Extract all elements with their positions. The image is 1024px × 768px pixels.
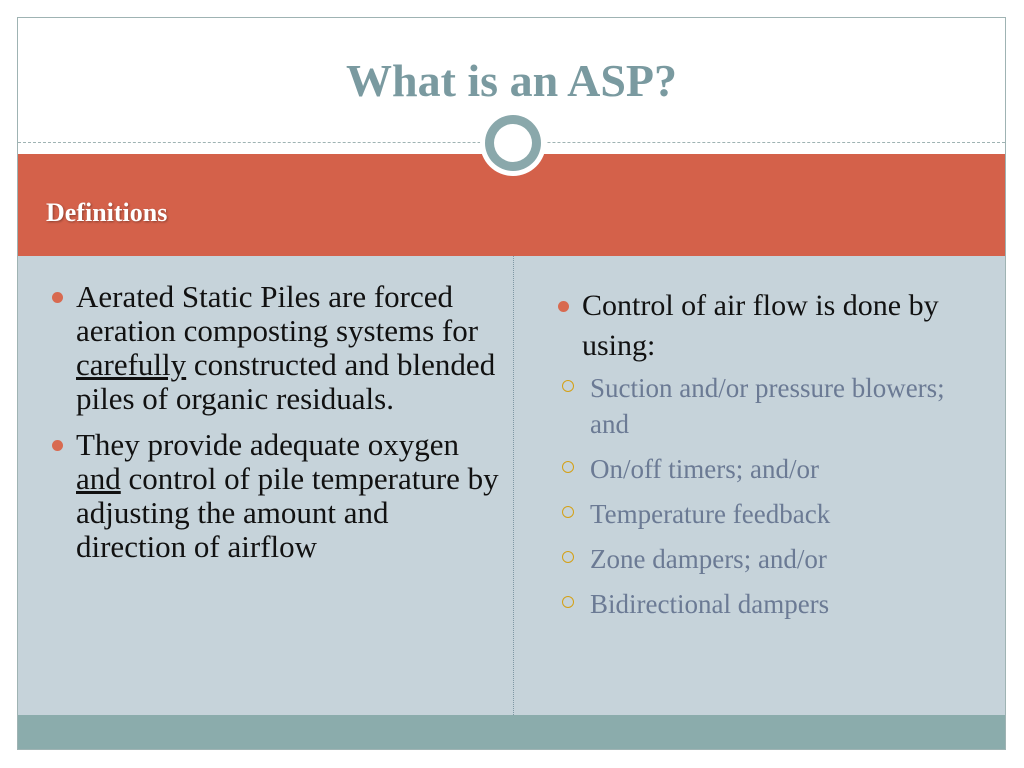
underlined-word-carefully: carefully bbox=[76, 347, 187, 382]
ring-bullet-icon bbox=[562, 380, 574, 392]
bullet-text: They provide adequate oxygen bbox=[76, 427, 460, 462]
ring-bullet-icon bbox=[562, 461, 574, 473]
slide-subtitle: Definitions bbox=[46, 198, 168, 227]
left-bullet-list bbox=[52, 280, 500, 564]
bullet-dot-icon bbox=[52, 440, 63, 451]
bullet-item-air-flow-control bbox=[558, 286, 988, 366]
bullet-text: Aerated Static Piles are forced aeration composting systems for bbox=[76, 279, 479, 348]
underlined-word-and: and bbox=[76, 461, 121, 496]
sub-bullet-item bbox=[558, 586, 988, 622]
sub-bullet-text: Zone dampers; and/or bbox=[590, 544, 827, 574]
slide bbox=[17, 17, 1006, 750]
sub-bullet-text: Suction and/or pressure blowers; and bbox=[590, 373, 945, 439]
bullet-text: control of pile temperature by adjusting the amount and direction of airflow bbox=[76, 461, 499, 564]
ring-bullet-icon bbox=[562, 506, 574, 518]
ring-ornament-inner bbox=[494, 124, 532, 162]
bullet-text: constructed and blended piles of organic residuals. bbox=[76, 347, 496, 416]
sub-bullet-item bbox=[558, 541, 988, 577]
sub-bullet-text: Bidirectional dampers bbox=[590, 589, 830, 619]
footer-band bbox=[18, 715, 1005, 750]
sub-bullet-item bbox=[558, 496, 988, 532]
bullet-dot-icon bbox=[52, 292, 63, 303]
bullet-item-oxygen-control bbox=[52, 428, 500, 564]
sub-bullet-item bbox=[558, 451, 988, 487]
bullet-text: Control of air flow is done by using: bbox=[582, 289, 939, 362]
content-area bbox=[18, 256, 1005, 715]
slide-title: What is an ASP? bbox=[345, 55, 678, 106]
right-bullet-list bbox=[558, 286, 988, 366]
ring-bullet-icon bbox=[562, 551, 574, 563]
sub-bullet-item bbox=[558, 370, 988, 442]
bullet-item-asp-definition bbox=[52, 280, 500, 416]
sub-bullet-list bbox=[558, 370, 988, 622]
right-column bbox=[558, 286, 988, 631]
sub-bullet-text: On/off timers; and/or bbox=[590, 454, 819, 484]
bullet-dot-icon bbox=[558, 301, 569, 312]
left-column bbox=[52, 280, 500, 576]
ring-ornament-outer bbox=[485, 115, 541, 171]
ring-bullet-icon bbox=[562, 596, 574, 608]
ring-ornament-icon bbox=[480, 110, 546, 176]
sub-bullet-text: Temperature feedback bbox=[590, 499, 831, 529]
column-divider bbox=[513, 256, 514, 715]
